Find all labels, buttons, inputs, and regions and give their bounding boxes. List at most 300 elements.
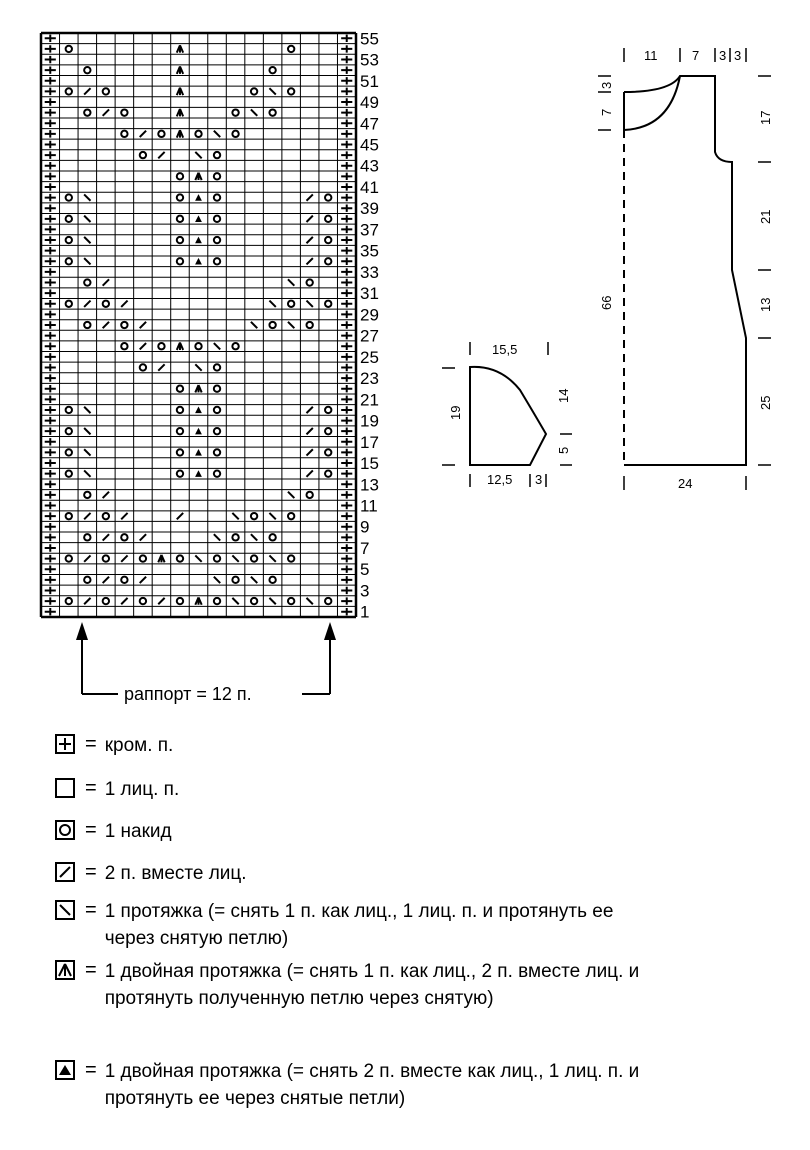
row-number: 31: [360, 284, 379, 304]
k2tog-icon: [306, 216, 312, 222]
yarn-over-icon: [177, 555, 183, 561]
edge-stitch-icon: [45, 226, 56, 233]
row-number: 41: [360, 177, 379, 197]
k2tog-icon: [121, 555, 127, 561]
yarn-over-icon: [121, 534, 127, 540]
edge-stitch-icon: [341, 566, 352, 573]
row-number: 3: [360, 581, 370, 601]
edge-stitch-icon: [45, 343, 56, 350]
yarn-over-icon: [66, 194, 72, 200]
ssk-icon: [55, 900, 75, 920]
yarn-over-icon: [66, 258, 72, 264]
k2tog-icon: [84, 88, 90, 94]
yarn-over-icon: [177, 237, 183, 243]
k2tog-icon: [306, 449, 312, 455]
edge-stitch-icon: [45, 268, 56, 275]
legend-text-s2kp: 1 двойная протяжка (= снять 2 п. вместе как лиц., 1 лиц. п. и протянуть ее через снятые петли): [104, 1061, 640, 1109]
k2tog-icon: [121, 513, 127, 519]
front-top-dim-2: 7: [692, 48, 700, 63]
yarn-over-icon: [251, 88, 257, 94]
yarn-over-icon: [251, 555, 257, 561]
yarn-over-icon: [288, 598, 294, 604]
yarn-over-icon: [103, 88, 109, 94]
edge-stitch-icon: [341, 491, 352, 498]
row-number: 47: [360, 114, 379, 134]
edge-stitch-icon: [45, 289, 56, 296]
ssk-icon: [232, 555, 238, 561]
knit-stitch-icon: [55, 778, 75, 798]
yarn-over-icon: [269, 322, 275, 328]
front-left-height: 66: [599, 295, 614, 310]
edge-stitch-icon: [341, 130, 352, 137]
edge-stitch-icon: [341, 523, 352, 530]
k2tog-icon: [306, 258, 312, 264]
edge-stitch-icon: [341, 555, 352, 562]
edge-stitch-icon: [341, 321, 352, 328]
yarn-over-icon: [232, 534, 238, 540]
yarn-over-icon: [232, 343, 238, 349]
ssk-icon: [214, 534, 220, 540]
legend-item-sk2p: = 1 двойная протяжка (= снять 1 п. как лиц., 2 п. вместе лиц. и протянуть полученную петлю через снятую): [55, 958, 665, 1012]
row-number: 45: [360, 135, 379, 155]
ssk-icon: [288, 492, 294, 498]
ssk-icon: [84, 194, 90, 200]
row-number: 33: [360, 262, 379, 282]
k2tog-icon: [158, 152, 164, 158]
yarn-over-icon: [66, 598, 72, 604]
centered-double-decrease-icon: [195, 258, 202, 265]
legend-item-yo: = 1 накид: [55, 818, 172, 845]
k2tog-icon: [103, 322, 109, 328]
centered-double-decrease-icon: [195, 428, 202, 435]
ssk-icon: [84, 407, 90, 413]
yarn-over-icon: [214, 216, 220, 222]
ssk-icon: [232, 598, 238, 604]
yarn-over-icon: [66, 513, 72, 519]
repeat-left-arrow-icon: [76, 622, 88, 640]
yarn-over-icon: [177, 258, 183, 264]
row-number: 5: [360, 560, 370, 580]
row-number: 35: [360, 241, 379, 261]
edge-stitch-icon: [341, 109, 352, 116]
edge-stitch-icon: [45, 544, 56, 551]
yarn-over-icon: [325, 216, 331, 222]
edge-stitch-icon: [341, 151, 352, 158]
edge-stitch-icon: [45, 406, 56, 413]
yarn-over-icon: [66, 555, 72, 561]
sleeve-right-dim-1: 14: [556, 388, 571, 403]
yarn-over-icon: [288, 88, 294, 94]
edge-stitch-icon: [45, 98, 56, 105]
centered-double-decrease-icon: [195, 449, 202, 456]
k2tog-icon: [103, 279, 109, 285]
edge-stitch-icon: [45, 109, 56, 116]
edge-stitch-icon: [341, 512, 352, 519]
ssk-icon: [84, 258, 90, 264]
yarn-over-icon: [66, 449, 72, 455]
edge-stitch-icon: [45, 481, 56, 488]
k2tog-icon: [121, 598, 127, 604]
edge-stitch-icon: [45, 130, 56, 137]
edge-stitch-icon: [341, 534, 352, 541]
front-right-dim-1: 17: [758, 110, 773, 125]
yarn-over-icon: [269, 67, 275, 73]
edge-stitch-icon: [45, 396, 56, 403]
yarn-over-icon: [121, 577, 127, 583]
edge-stitch-icon: [45, 597, 56, 604]
k2tog-icon: [103, 577, 109, 583]
double-decrease-icon: [158, 555, 164, 562]
edge-stitch-icon: [341, 481, 352, 488]
edge-stitch-icon: [341, 215, 352, 222]
edge-stitch-icon: [45, 491, 56, 498]
ssk-icon: [269, 88, 275, 94]
ssk-icon: [195, 364, 201, 370]
double-decrease-icon: [177, 66, 183, 73]
yarn-over-icon: [214, 258, 220, 264]
front-bottom-dim: 24: [678, 476, 693, 491]
row-number: 25: [360, 347, 379, 367]
edge-stitch-icon: [45, 204, 56, 211]
yarn-over-icon: [232, 109, 238, 115]
yarn-over-icon: [288, 555, 294, 561]
yarn-over-icon: [325, 428, 331, 434]
edge-stitch-icon: [341, 247, 352, 254]
yarn-over-icon: [214, 194, 220, 200]
ssk-icon: [84, 449, 90, 455]
edge-stitch-icon: [45, 502, 56, 509]
edge-stitch-icon: [45, 258, 56, 265]
repeat-right-arrow-icon: [324, 622, 336, 640]
edge-stitch-icon: [341, 470, 352, 477]
front-left-dim-2: 7: [599, 108, 614, 116]
edge-stitch-icon: [341, 449, 352, 456]
ssk-icon: [269, 513, 275, 519]
yarn-over-icon: [325, 407, 331, 413]
edge-stitch-icon: [45, 120, 56, 127]
legend-item-knit: = 1 лиц. п.: [55, 776, 179, 803]
edge-stitch-icon: [341, 427, 352, 434]
k2tog-icon: [121, 301, 127, 307]
edge-stitch-icon: [45, 364, 56, 371]
front-right-dim-4: 25: [758, 395, 773, 410]
yarn-over-icon: [121, 322, 127, 328]
ssk-icon: [232, 513, 238, 519]
yarn-over-icon: [121, 131, 127, 137]
row-number: 49: [360, 93, 379, 113]
yarn-over-icon: [269, 109, 275, 115]
ssk-icon: [84, 470, 90, 476]
yarn-over-icon: [84, 577, 90, 583]
legend-text-ssk: 1 протяжка (= снять 1 п. как лиц., 1 лиц. п. и протянуть ее через снятую петлю): [104, 901, 614, 949]
double-decrease-icon: [195, 385, 201, 392]
yarn-over-icon: [158, 343, 164, 349]
sleeve-right-dim-2: 5: [556, 446, 571, 454]
yarn-over-icon: [66, 216, 72, 222]
yarn-over-icon: [84, 67, 90, 73]
ssk-icon: [195, 152, 201, 158]
yarn-over-icon: [158, 131, 164, 137]
k2tog-icon: [158, 364, 164, 370]
yarn-over-icon: [177, 194, 183, 200]
yarn-over-icon: [121, 343, 127, 349]
edge-stitch-icon: [341, 45, 352, 52]
yarn-over-icon: [214, 470, 220, 476]
yarn-over-icon: [66, 88, 72, 94]
edge-stitch-icon: [45, 374, 56, 381]
yarn-over-icon: [84, 109, 90, 115]
yarn-over-icon: [288, 301, 294, 307]
edge-stitch-icon: [55, 734, 75, 754]
yarn-over-icon: [195, 131, 201, 137]
yarn-over-icon: [214, 449, 220, 455]
row-number: 27: [360, 326, 379, 346]
yarn-over-icon: [66, 428, 72, 434]
yarn-over-icon: [251, 598, 257, 604]
sleeve-outline: [470, 367, 546, 465]
ssk-icon: [288, 279, 294, 285]
edge-stitch-icon: [341, 268, 352, 275]
sleeve-bottom-dim-1: 12,5: [487, 472, 513, 487]
yarn-over-icon: [325, 449, 331, 455]
yarn-over-icon: [177, 407, 183, 413]
k2tog-icon: [158, 598, 164, 604]
edge-stitch-icon: [341, 343, 352, 350]
double-decrease-icon: [177, 343, 183, 350]
edge-stitch-icon: [341, 162, 352, 169]
ssk-icon: [84, 428, 90, 434]
ssk-icon: [214, 131, 220, 137]
row-number: 37: [360, 220, 379, 240]
edge-stitch-icon: [341, 459, 352, 466]
edge-stitch-icon: [341, 364, 352, 371]
edge-stitch-icon: [341, 597, 352, 604]
yarn-over-icon: [306, 322, 312, 328]
yarn-over-icon: [66, 237, 72, 243]
k2tog-icon: [140, 343, 146, 349]
centered-double-decrease-icon: [195, 470, 202, 477]
edge-stitch-icon: [45, 183, 56, 190]
row-number: 13: [360, 475, 379, 495]
edge-stitch-icon: [341, 56, 352, 63]
k2tog-icon: [306, 428, 312, 434]
yarn-over-icon: [288, 46, 294, 52]
edge-stitch-icon: [341, 587, 352, 594]
yarn-over-icon: [66, 301, 72, 307]
yarn-over-icon: [140, 152, 146, 158]
double-decrease-icon: [177, 88, 183, 95]
double-decrease-icon: [55, 960, 75, 980]
front-top-dim-1: 11: [644, 48, 658, 63]
edge-stitch-icon: [45, 438, 56, 445]
edge-stitch-icon: [341, 576, 352, 583]
yarn-over-icon: [325, 598, 331, 604]
k2tog-icon: [140, 577, 146, 583]
double-decrease-icon: [195, 597, 201, 604]
k2tog-icon: [306, 470, 312, 476]
ssk-icon: [84, 237, 90, 243]
edge-stitch-icon: [341, 98, 352, 105]
centered-double-decrease-icon: [55, 1060, 75, 1080]
ssk-icon: [84, 216, 90, 222]
k2tog-icon: [306, 194, 312, 200]
yarn-over-icon: [177, 598, 183, 604]
edge-stitch-icon: [341, 438, 352, 445]
edge-stitch-icon: [341, 300, 352, 307]
edge-stitch-icon: [45, 300, 56, 307]
edge-stitch-icon: [341, 353, 352, 360]
edge-stitch-icon: [45, 162, 56, 169]
edge-stitch-icon: [45, 608, 56, 615]
front-schematic: [598, 48, 773, 491]
row-number: 1: [360, 602, 370, 622]
row-number: 29: [360, 305, 379, 325]
front-left-dim-1: 3: [599, 81, 614, 89]
k2tog-icon: [306, 237, 312, 243]
yarn-over-icon: [214, 173, 220, 179]
edge-stitch-icon: [45, 449, 56, 456]
ssk-icon: [195, 555, 201, 561]
k2tog-icon: [103, 534, 109, 540]
edge-stitch-icon: [341, 396, 352, 403]
yarn-over-icon: [214, 364, 220, 370]
row-number: 53: [360, 50, 379, 70]
legend-item-ssk: = 1 протяжка (= снять 1 п. как лиц., 1 лиц. п. и протянуть ее через снятую петлю): [55, 898, 655, 952]
edge-stitch-icon: [45, 194, 56, 201]
double-decrease-icon: [195, 173, 201, 180]
k2tog-icon: [177, 513, 183, 519]
row-number: 21: [360, 390, 379, 410]
edge-stitch-icon: [45, 385, 56, 392]
edge-stitch-icon: [341, 406, 352, 413]
edge-stitch-icon: [45, 332, 56, 339]
row-numbers: [360, 29, 379, 621]
edge-stitch-icon: [45, 45, 56, 52]
row-number: 51: [360, 71, 379, 91]
edge-stitch-icon: [45, 523, 56, 530]
yarn-over-icon: [251, 513, 257, 519]
edge-stitch-icon: [45, 576, 56, 583]
yarn-over-icon: [306, 492, 312, 498]
yarn-over-icon: [177, 173, 183, 179]
double-decrease-icon: [177, 109, 183, 116]
ssk-icon: [288, 322, 294, 328]
repeat-label: раппорт = 12 п.: [124, 684, 252, 704]
yarn-over-icon: [84, 492, 90, 498]
k2tog-icon: [84, 513, 90, 519]
edge-stitch-icon: [45, 141, 56, 148]
front-right-dim-3: 13: [758, 297, 773, 312]
edge-stitch-icon: [45, 555, 56, 562]
ssk-icon: [214, 577, 220, 583]
centered-double-decrease-icon: [195, 407, 202, 414]
edge-stitch-icon: [341, 279, 352, 286]
row-number: 55: [360, 29, 379, 49]
edge-stitch-icon: [341, 289, 352, 296]
yarn-over-icon: [325, 301, 331, 307]
edge-stitch-icon: [341, 608, 352, 615]
k2tog-icon: [55, 862, 75, 882]
edge-stitch-icon: [45, 534, 56, 541]
yarn-over-icon: [84, 534, 90, 540]
yarn-over-icon: [325, 470, 331, 476]
yarn-over-icon: [325, 258, 331, 264]
edge-stitch-icon: [45, 321, 56, 328]
yarn-over-icon: [140, 598, 146, 604]
yarn-over-icon: [214, 407, 220, 413]
k2tog-icon: [140, 534, 146, 540]
row-number: 39: [360, 199, 379, 219]
ssk-icon: [269, 301, 275, 307]
k2tog-icon: [103, 492, 109, 498]
edge-stitch-icon: [45, 512, 56, 519]
edge-stitch-icon: [341, 194, 352, 201]
edge-stitch-icon: [45, 311, 56, 318]
ssk-icon: [251, 534, 257, 540]
centered-double-decrease-icon: [195, 237, 202, 244]
ssk-icon: [306, 301, 312, 307]
row-number: 23: [360, 369, 379, 389]
yarn-over-icon: [66, 46, 72, 52]
yarn-over-icon: [103, 301, 109, 307]
edge-stitch-icon: [45, 587, 56, 594]
yarn-over-icon: [103, 513, 109, 519]
yarn-over-icon: [177, 449, 183, 455]
yarn-over-icon: [232, 131, 238, 137]
legend-text-k2tog: 2 п. вместе лиц.: [104, 863, 247, 884]
legend-item-edge: = кром. п.: [55, 732, 173, 759]
k2tog-icon: [103, 109, 109, 115]
yarn-over-icon: [269, 534, 275, 540]
yarn-over-icon: [214, 386, 220, 392]
edge-stitch-icon: [341, 236, 352, 243]
ssk-icon: [306, 598, 312, 604]
yarn-over-icon: [288, 513, 294, 519]
edge-stitch-icon: [45, 88, 56, 95]
k2tog-icon: [140, 131, 146, 137]
row-number: 17: [360, 432, 379, 452]
edge-stitch-icon: [341, 258, 352, 265]
yarn-over-icon: [232, 577, 238, 583]
yarn-over-icon: [195, 343, 201, 349]
yarn-over-icon: [121, 109, 127, 115]
edge-stitch-icon: [341, 120, 352, 127]
edge-stitch-icon: [45, 173, 56, 180]
edge-stitch-icon: [341, 385, 352, 392]
edge-stitch-icon: [341, 173, 352, 180]
row-number: 7: [360, 538, 370, 558]
legend-text-yo: 1 накид: [104, 821, 172, 842]
yarn-over-icon: [214, 555, 220, 561]
sleeve-schematic: [442, 342, 572, 487]
legend-text-sk2p: 1 двойная протяжка (= снять 1 п. как лиц., 2 п. вместе лиц. и протянуть полученную петлю через снятую): [104, 961, 640, 1009]
ssk-icon: [251, 109, 257, 115]
edge-stitch-icon: [45, 236, 56, 243]
yarn-over-icon: [325, 194, 331, 200]
edge-stitch-icon: [341, 226, 352, 233]
yarn-over-icon: [66, 407, 72, 413]
legend-item-s2kp: = 1 двойная протяжка (= снять 2 п. вместе как лиц., 1 лиц. п. и протянуть ее через снятые петли): [55, 1058, 655, 1112]
legend-item-k2tog: = 2 п. вместе лиц.: [55, 860, 247, 887]
row-number: 11: [360, 496, 378, 516]
edge-stitch-icon: [45, 66, 56, 73]
front-top-dim-4: 3: [734, 48, 742, 63]
sleeve-left-dim: 19: [448, 405, 463, 420]
double-decrease-icon: [177, 45, 183, 52]
ssk-icon: [269, 598, 275, 604]
edge-stitch-icon: [341, 88, 352, 95]
yarn-over-icon: [214, 152, 220, 158]
